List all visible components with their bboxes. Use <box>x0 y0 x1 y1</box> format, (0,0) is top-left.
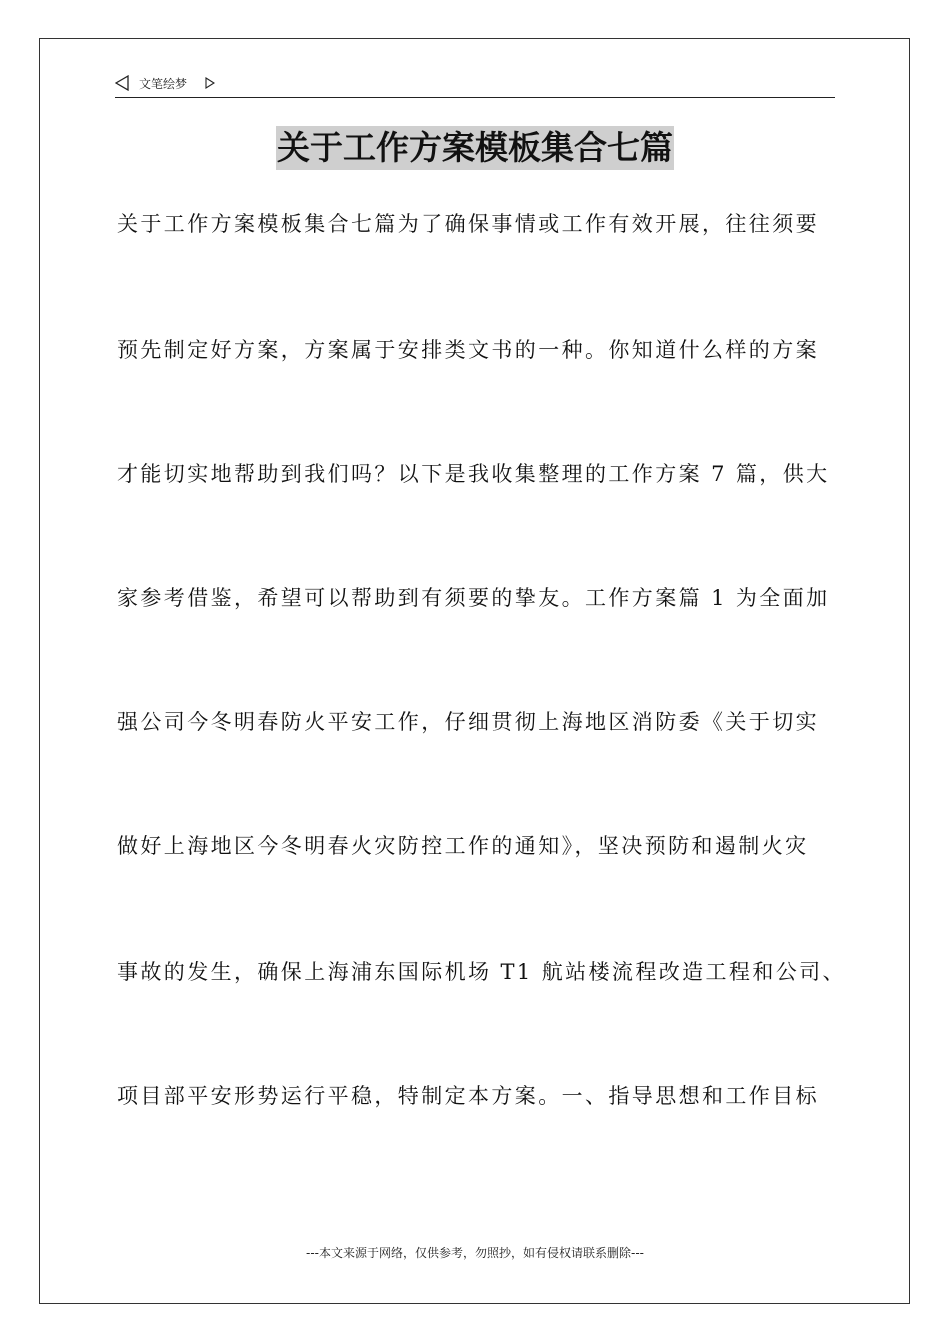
header-brand-text: 文笔绘梦 <box>139 77 188 91</box>
body-text-line: 关于工作方案模板集合七篇为了确保事情或工作有效开展，往往须要 <box>117 212 819 236</box>
body-text-line: 强公司今冬明春防火平安工作，仔细贯彻上海地区消防委《关于切实 <box>117 710 819 734</box>
body-text-line: 家参考借鉴，希望可以帮助到有须要的挚友。工作方案篇 1 为全面加 <box>117 586 830 610</box>
body-text-line: 事故的发生，确保上海浦东国际机场 T1 航站楼流程改造工程和公司、 <box>117 960 846 984</box>
title-container <box>0 126 950 170</box>
body-text-line: 才能切实地帮助到我们吗？以下是我收集整理的工作方案 7 篇，供大 <box>117 462 830 486</box>
body-text-line: 预先制定好方案，方案属于安排类文书的一种。你知道什么样的方案 <box>117 338 819 362</box>
right-triangle-icon <box>205 77 215 89</box>
page-header <box>115 70 835 98</box>
body-text-line: 做好上海地区今冬明春火灾防控工作的通知》，坚决预防和遏制火灾 <box>117 834 809 858</box>
left-triangle-icon <box>115 75 129 91</box>
body-text-line: 项目部平安形势运行平稳，特制定本方案。一、指导思想和工作目标 <box>117 1084 819 1108</box>
document-title: 关于工作方案模板集合七篇 <box>276 126 674 170</box>
footer-disclaimer: ---本文来源于网络，仅供参考，勿照抄，如有侵权请联系删除--- <box>306 1246 644 1260</box>
